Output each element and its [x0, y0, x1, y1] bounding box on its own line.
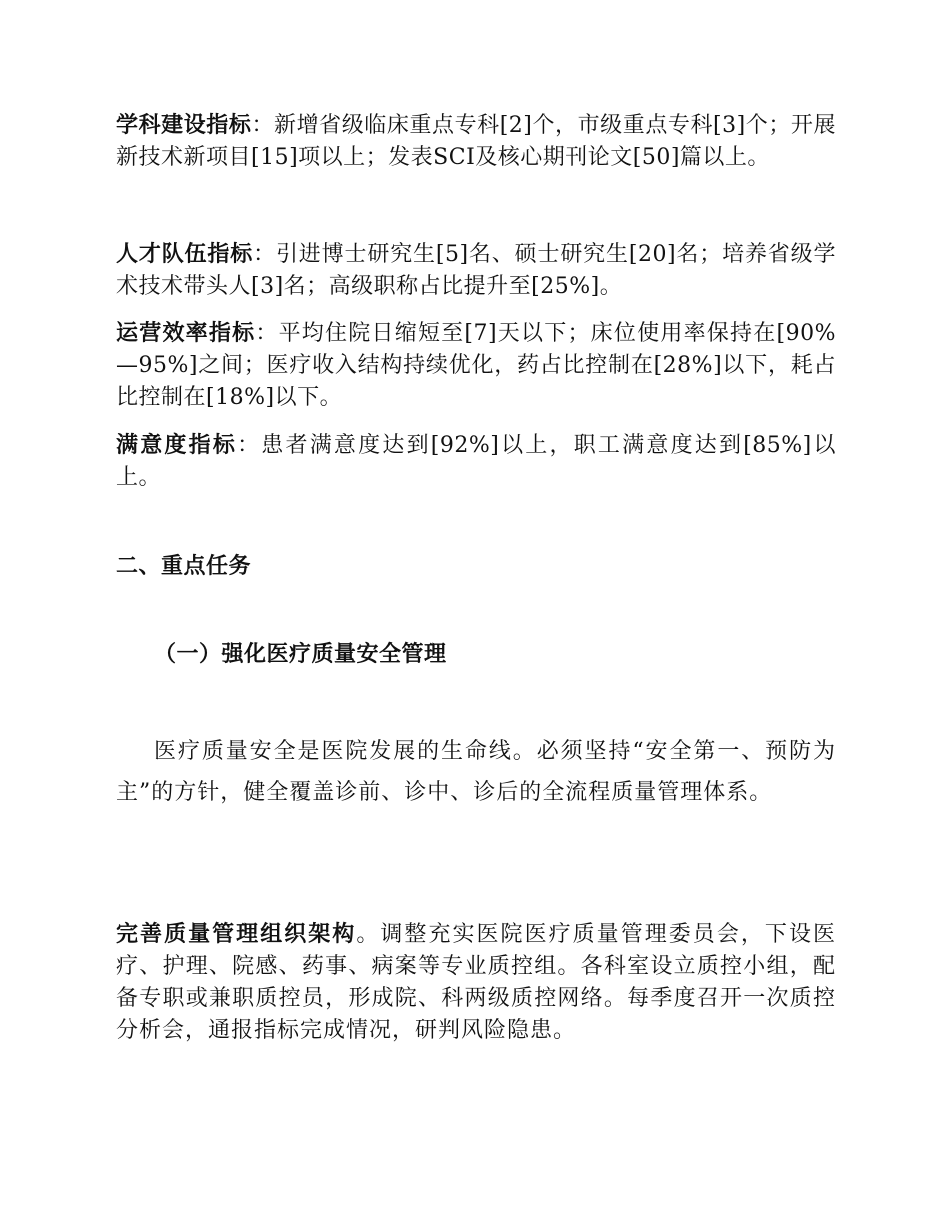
metric-discipline: [116, 110, 836, 174]
metric-satisfaction: [116, 430, 836, 494]
metric-satisfaction-label: 满意度指标: [116, 433, 238, 458]
metric-operation-label: 运营效率指标: [116, 321, 256, 346]
metric-discipline-label: 学科建设指标: [116, 113, 252, 138]
task-paragraph-label: 完善质量管理组织架构: [116, 922, 357, 947]
metric-talent-label: 人才队伍指标: [116, 242, 254, 267]
metric-talent: [116, 239, 836, 303]
metric-talent-text: ：引进博士研究生[5]名、硕士研究生[20]名；培养省级学术技术带头人[3]名；高级职称占比提升至[25%]。: [116, 242, 836, 299]
intro-paragraph: 医疗质量安全是医院发展的生命线。必须坚持“安全第一、预防为主”的方针，健全覆盖诊前、诊中、诊后的全流程质量管理体系。: [116, 739, 836, 805]
metric-discipline-text: ：新增省级临床重点专科[2]个，市级重点专科[3]个；开展新技术新项目[15]项以上；发表SCI及核心期刊论文[50]篇以上。: [116, 113, 836, 170]
metric-operation-text: ：平均住院日缩短至[7]天以下；床位使用率保持在[90%—95%]之间；医疗收入结构持续优化，药占比控制在[28%]以下，耗占比控制在[18%]以下。: [116, 321, 836, 410]
subsection-title: （一）强化医疗质量安全管理: [154, 642, 447, 667]
task-paragraph: [116, 919, 836, 1047]
section-title: 二、重点任务: [116, 554, 252, 579]
metric-satisfaction-text: ：患者满意度达到[92%]以上，职工满意度达到[85%]以上。: [116, 433, 836, 490]
metric-operation: [116, 318, 836, 414]
task-paragraph-text: 。调整充实医院医疗质量管理委员会，下设医疗、护理、院感、药事、病案等专业质控组。各科室设立质控小组，配备专职或兼职质控员，形成院、科两级质控网络。每季度召开一次质控分析会，通报指标完成情况，研判风险隐患。: [116, 922, 836, 1043]
